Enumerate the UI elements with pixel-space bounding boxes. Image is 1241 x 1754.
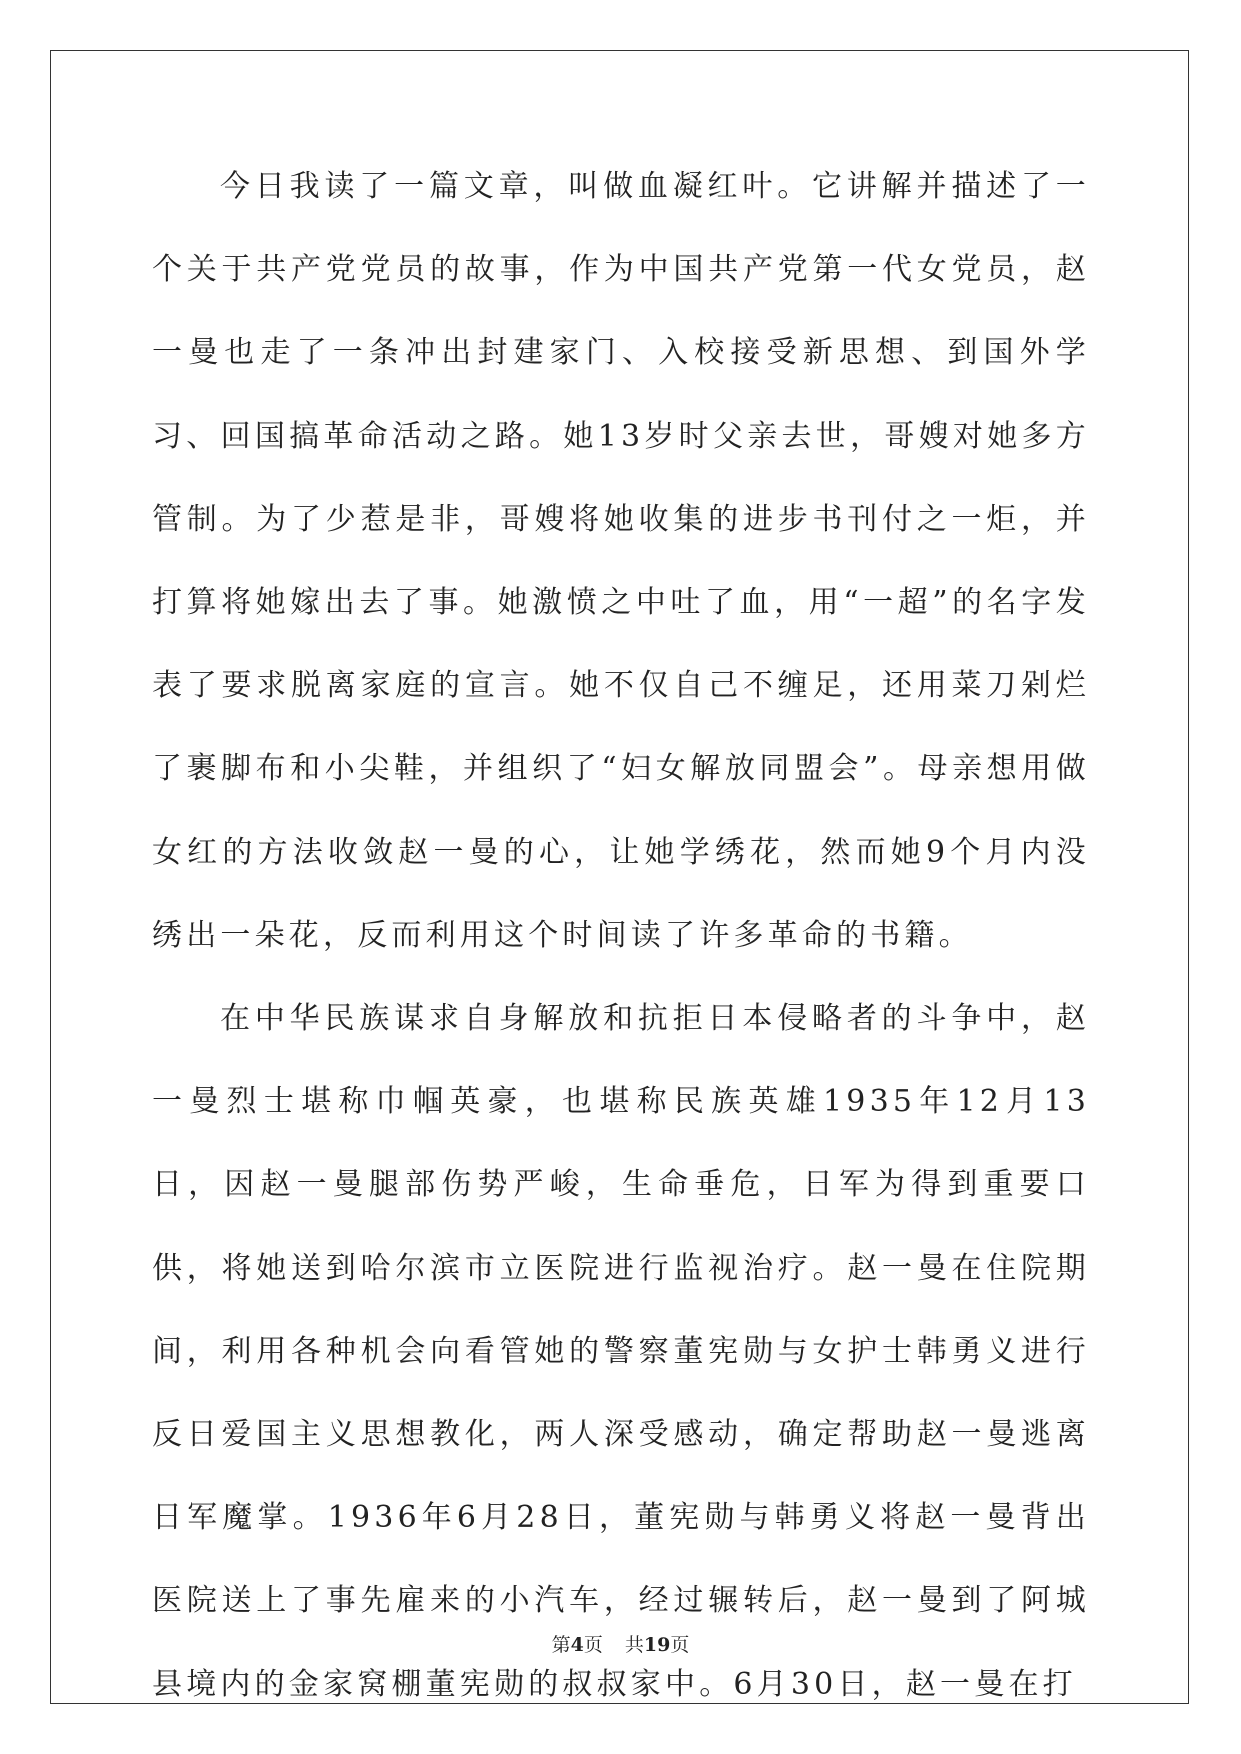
paragraph-2: 在中华民族谋求自身解放和抗拒日本侵略者的斗争中，赵一曼烈士堪称巾帼英豪，也堪称民族英雄1935年12月13日，因赵一曼腿部伤势严峻，生命垂危，日军为得到重要口供，将她送到哈尔滨市立医院进行监视治疗。赵一曼在住院期间，利用各种机会向看管她的警察董宪勋与女护士韩勇义进行反日爱国主义思想教化，两人深受感动，确定帮助赵一曼逃离日军魔掌。1936年6月28日，董宪勋与韩勇义将赵一曼背出医院送上了事先雇来的小汽车，经过辗转后，赵一曼到了阿城县境内的金家窝棚董宪勋的叔叔家中。6月30日，赵一曼在打 [152, 1001, 1090, 1702]
document-body [152, 145, 1090, 1726]
paragraph-1: 今日我读了一篇文章，叫做血凝红叶。它讲解并描述了一个关于共产党党员的故事，作为中国共产党第一代女党员，赵一曼也走了一条冲出封建家门、入校接受新思想、到国外学习、回国搞革命活动之路。她13岁时父亲去世，哥嫂对她多方管制。为了少惹是非，哥嫂将她收集的进步书刊付之一炬，并打算将她嫁出去了事。她激愤之中吐了血，用“一超”的名字发表了要求脱离家庭的宣言。她不仅自己不缠足，还用菜刀剁烂了裹脚布和小尖鞋，并组织了“妇女解放同盟会”。母亲想用做女红的方法收敛赵一曼的心，让她学绣花，然而她9个月内没绣出一朵花，反而利用这个时间读了许多革命的书籍。 [152, 169, 1090, 953]
page-unit: 页 [583, 1634, 603, 1656]
total-prefix: 共 [624, 1634, 644, 1656]
page-prefix: 第 [551, 1634, 571, 1656]
page-footer [0, 1630, 1241, 1657]
total-unit: 页 [670, 1634, 690, 1656]
page-total: 19 [643, 1634, 671, 1656]
page-current: 4 [570, 1634, 584, 1656]
